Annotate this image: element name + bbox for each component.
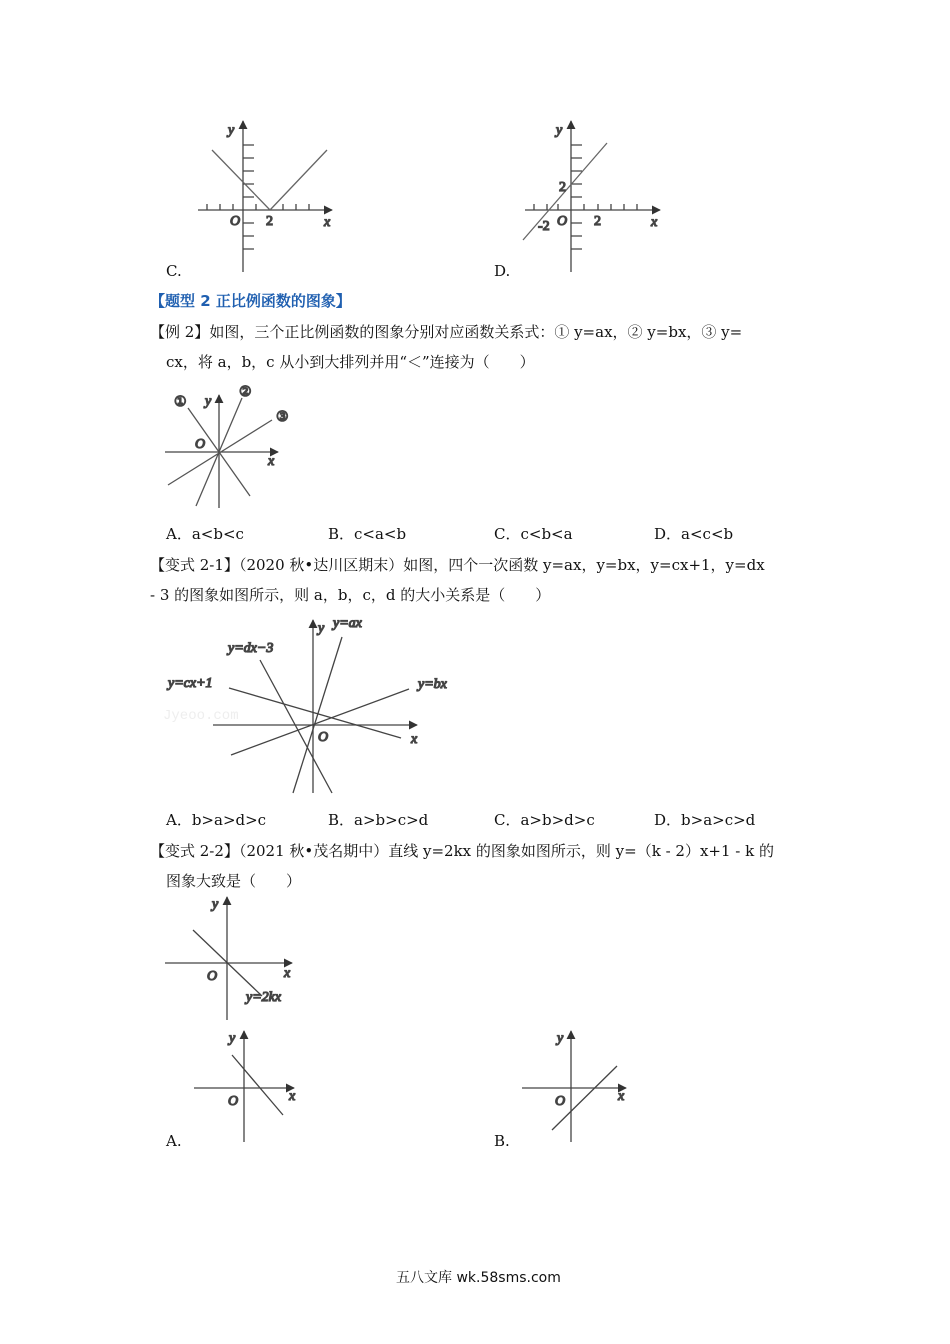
y-label: y — [205, 394, 212, 409]
tick-label: -2 — [538, 219, 550, 234]
variant22-line2: 图象大致是（ ） — [166, 872, 302, 890]
option-a: A．a<b<c — [166, 525, 244, 543]
question-text: （2021 秋•茂名期中）直线 y=2kx 的图象如图所示，则 y=（k - 2）x+1 - k 的 — [238, 842, 774, 860]
origin-label: O — [195, 437, 206, 452]
option-a: A．b>a>d>c — [166, 811, 267, 829]
question-tag: 【例 2】 — [150, 323, 210, 341]
x-label: x — [284, 966, 291, 981]
option-a-label: A. — [166, 1132, 182, 1150]
x-label: x — [411, 732, 418, 747]
section-title: 【题型 2 正比例函数的图象】 — [150, 292, 351, 310]
y-label: y — [557, 1031, 564, 1046]
x-label: x — [651, 215, 658, 230]
option-b-label: B. — [494, 1132, 510, 1150]
x-label: x — [324, 215, 331, 230]
line-1-label: ① — [174, 395, 187, 410]
x-label: x — [618, 1089, 625, 1104]
y-label: y — [318, 621, 325, 636]
question-tag: 【变式 2-1】 — [150, 556, 239, 574]
option-c-label: C. — [166, 262, 182, 280]
origin-label: O — [230, 214, 241, 229]
option-b: B．a>b>c>d — [328, 811, 429, 829]
y-label: y — [228, 123, 235, 138]
option-d: D．b>a>c>d — [654, 811, 756, 829]
line-a-label: y=ax — [333, 616, 362, 631]
y-label: y — [229, 1031, 236, 1046]
origin-label: O — [557, 214, 568, 229]
question-text: 如图，三个正比例函数的图象分别对应函数关系式：① y=ax，② y=bx，③ y= — [209, 323, 743, 341]
line-3-label: ③ — [276, 410, 289, 425]
origin-label: O — [228, 1094, 239, 1109]
example2-line1 — [150, 322, 742, 342]
question-tag: 【变式 2-2】 — [150, 842, 239, 860]
line-b-label: y=bx — [418, 677, 447, 692]
line-d-label: y=dx−3 — [228, 641, 274, 656]
line-2-label: ② — [239, 385, 252, 400]
line-c-label: y=cx+1 — [168, 676, 213, 691]
origin-label: O — [318, 730, 329, 745]
variant21-line2: - 3 的图象如图所示，则 a，b，c，d 的大小关系是（ ） — [150, 586, 551, 604]
line-label: y=2kx — [246, 990, 282, 1005]
graph-option-c — [198, 121, 332, 272]
graph-option-b — [522, 1031, 626, 1142]
tick-label: 2 — [559, 180, 566, 195]
question-text: （2020 秋•达川区期末）如图，四个一次函数 y=ax，y=bx，y=cx+1，y=dx — [238, 556, 765, 574]
option-b: B．c<a<b — [328, 525, 407, 543]
variant21-graph — [163, 616, 448, 793]
variant22-graph — [165, 897, 292, 1020]
tick-label: 2 — [266, 214, 273, 229]
watermark: Jyeoo.com — [163, 708, 239, 724]
example2-line2: cx，将 a，b，c 从小到大排列并用“＜”连接为（ ） — [166, 353, 535, 371]
x-label: x — [289, 1089, 296, 1104]
variant22-line1 — [150, 841, 774, 861]
option-c: C．c<b<a — [494, 525, 573, 543]
origin-label: O — [207, 969, 218, 984]
x-label: x — [268, 454, 275, 469]
origin-label: O — [555, 1094, 566, 1109]
option-d-label: D. — [494, 262, 511, 280]
option-d: D．a<c<b — [654, 525, 734, 543]
variant21-line1 — [150, 555, 765, 575]
example2-graph — [165, 385, 289, 508]
y-label: y — [212, 897, 219, 912]
option-c: C．a>b>d>c — [494, 811, 595, 829]
tick-label: 2 — [594, 214, 601, 229]
graph-option-d — [523, 121, 660, 272]
footer-watermark: 五八文库 wk.58sms.com — [396, 1270, 561, 1286]
y-label: y — [556, 123, 563, 138]
graph-option-a — [194, 1031, 296, 1142]
